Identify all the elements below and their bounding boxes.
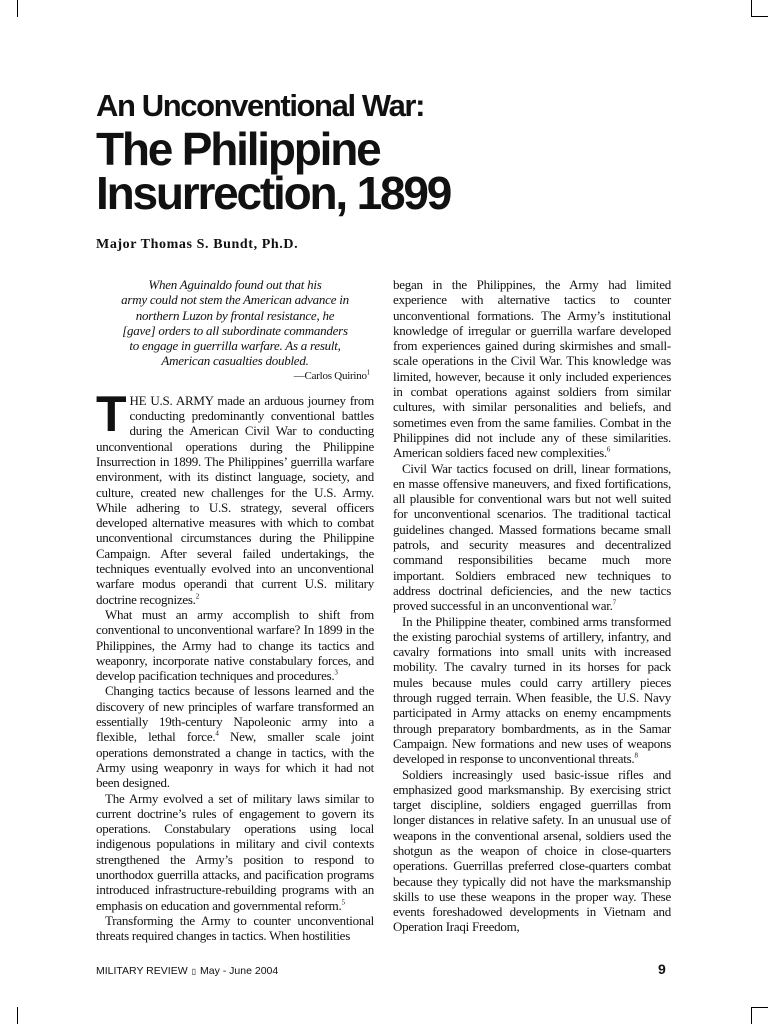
- crop-mark-bottom-left: [17, 1007, 18, 1024]
- paragraph-7: In the Philippine theater, combined arms transformed the existing parochial systems of artillery, infantry, and cavalry formations into small units with increased mobility. The cavalry turned in its horses for pack mules because mules could carry artillery pieces through rugged terrain. When feasible, the U.S. Navy participated in Army attacks on enemy encampments through preparatory bombardments, as in the Samar Campaign. New formations and new uses of weapons developed in response to unconventional threats.$^8$: [393, 613, 671, 767]
- paragraph-6: Civil War tactics focused on drill, linear formations, en masse offensive maneuvers, and fixed fortifications, all plausible for conventional wars but not well suited for unconventional scenarios. The traditional tactical guidelines changed. Massed formations became small patrols, and security measures and decentralized command responsibilities became much more important. Soldiers embraced new techniques to address doctrinal deficiencies, and the new tactics proved successful in an unconventional war.$^7$: [393, 460, 671, 614]
- epigraph-attribution: —Carlos Quirino$^1$: [293, 368, 370, 382]
- publication-name: MILITARY REVIEW: [96, 965, 188, 977]
- article-title-line-2: Insurrection, 1899: [96, 167, 451, 219]
- paragraph-8: Soldiers increasingly used basic-issue rifles and emphasized good marksmanship. By exercising strict target discipline, soldiers engaged guerrillas from longer distances in relative safety. In an unusual use of weapons in the conventional arsenal, soldiers used the shotgun as the weapon of choice in close-quarters operations. Guerrillas preferred close-quarters combat because they typically did not have the marksmanship skills to use these weapons in the proper way. These events foreshadowed developments in Vietnam and Operation Iraqi Freedom,: [393, 766, 671, 935]
- page-number: 9: [658, 961, 666, 977]
- footnote-ref: 6: [606, 445, 611, 454]
- epigraph-line: [gave] orders to all subordinate commanders: [122, 322, 348, 338]
- paragraph-5: Transforming the Army to counter unconventional threats required changes in tactics. When hostilities: [96, 912, 374, 944]
- crop-mark-top-right-h: [751, 16, 768, 17]
- paragraph-4: The Army evolved a set of military laws similar to current doctrine’s rules of engagement to govern its operations. Constabulary operations using local indigenous populations in military and civil contexts strengthened the Army’s position to respond to unorthodox guerrilla attacks, and pacification programs introduced infrastructure-rebuilding programs with an emphasis on education and governmental reform.$^5$: [96, 790, 374, 913]
- epigraph: [96, 277, 374, 369]
- text-column-right: [393, 277, 671, 935]
- text-column-left: [96, 277, 374, 943]
- paragraph-3: Changing tactics because of lessons learned and the discovery of new principles of warfare transformed an essentially 19th-century Napoleonic army into a flexible, lethal force.$^4$ New, smaller scale joint operations demonstrated a change in tactics, with the Army using weaponry in ways for which it had not been designed.: [96, 683, 374, 791]
- epigraph-line: northern Luzon by frontal resistance, he: [135, 307, 335, 323]
- footnote-ref: 7: [612, 598, 616, 607]
- paragraph-2: What must an army accomplish to shift from conventional to unconventional warfare? In 1899 in the Philippines, the Army had to change its tactics and weaponry, incorporate native constabulary forces, and develop pacification techniques and procedures.$^3$: [96, 606, 374, 684]
- footnote-ref: 3: [334, 668, 338, 677]
- paragraph-5-continued: began in the Philippines, the Army had limited experience with alternative tactics to counter unconventional formations. The Army’s institutional knowledge of irregular or guerrilla warfare developed from experiences gained during skirmishes and small-scale operations in the Civil War. This knowledge was limited, however, because it only included experiences in combat operations against soldiers from similar cultures, with similar personalities and beliefs, and sometimes even from the same families. Combat in the Philippines did not include any of these similarities. American soldiers faced new complexities.$^6$: [393, 277, 671, 461]
- footnote-ref: 1: [366, 368, 370, 377]
- crop-mark-bottom-right-h: [751, 1007, 768, 1008]
- page-footer: [96, 965, 278, 977]
- footnote-ref: 4: [215, 729, 219, 738]
- article-title-line-1: The Philippine: [96, 123, 380, 175]
- epigraph-line: When Aguinaldo found out that his: [148, 277, 322, 292]
- paragraph-1: THE U.S. ARMY made an arduous journey from conducting predominantly conventional battles during the American Civil War to conducting unconventional operations during the Philippine Insurrection in 1899. The Philippines’ guerrilla warfare environment, with its distinct language, society, and culture, created new challenges for the U.S. Army. While adhering to U.S. strategy, several officers developed alternative measures with which to combat unconventional circumstances during the Philippine Campaign. After several failed undertakings, the techniques eventually evolved into an unconventional warfare modus operandi that current U.S. military doctrine recognizes.$^2$: [96, 385, 374, 607]
- article-kicker: An Unconventional War:: [96, 88, 425, 123]
- article-title: [96, 123, 451, 219]
- epigraph-line: to engage in guerrilla warfare. As a result,: [129, 338, 341, 354]
- footnote-ref: 2: [195, 592, 199, 601]
- footnote-ref: 8: [634, 751, 638, 760]
- footnote-ref: 5: [341, 898, 345, 907]
- author-byline: Major Thomas S. Bundt, Ph.D.: [96, 237, 299, 252]
- drop-cap: T: [96, 385, 126, 442]
- crop-mark-bottom-right: [751, 1007, 752, 1024]
- crop-mark-top-left: [17, 0, 18, 17]
- issue-date: May - June 2004: [200, 965, 279, 977]
- crop-mark-top-right: [751, 0, 752, 17]
- epigraph-line: American casualties doubled.: [161, 353, 309, 369]
- footer-separator: ▯: [191, 967, 197, 976]
- epigraph-line: army could not stem the American advance in: [121, 292, 349, 308]
